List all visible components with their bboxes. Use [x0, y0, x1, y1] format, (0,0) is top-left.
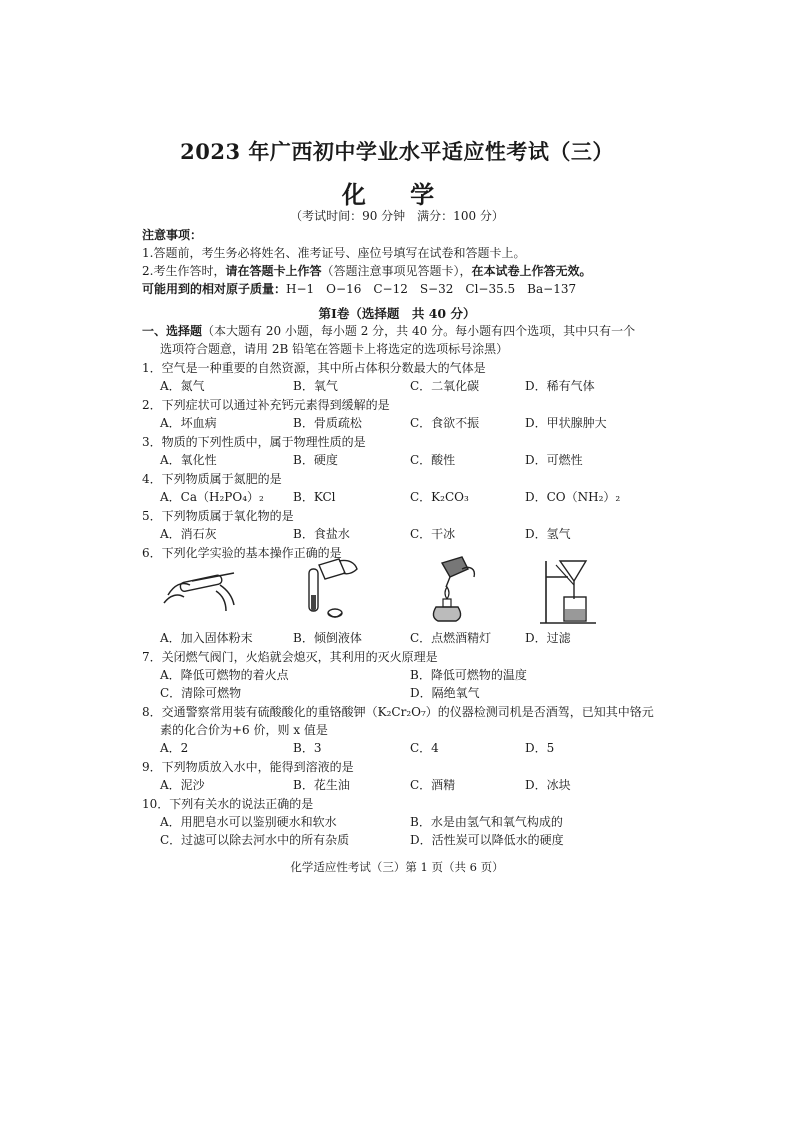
question-1-options — [160, 377, 620, 393]
option-c: C．4 — [410, 741, 439, 755]
question-5-options — [160, 525, 620, 541]
question-9-stem: 9．下列物质放入水中，能得到溶液的是 — [142, 760, 354, 774]
option-a: A．用肥皂水可以鉴别硬水和软水 — [160, 815, 337, 829]
question-10-options-row-1 — [160, 813, 620, 829]
option-a: A．坏血病 — [160, 416, 217, 430]
question-8-stem: 8．交通警察常用装有硫酸酸化的重铬酸钾（K₂Cr₂O₇）的仪器检测司机是否酒驾，已知其中铬元 — [142, 705, 654, 719]
option-b: B．水是由氢气和氧气构成的 — [410, 815, 563, 829]
note-2-part-c: （答题注意事项见答题卡）， — [321, 264, 472, 278]
question-6-stem: 6．下列化学实验的基本操作正确的是 — [142, 546, 342, 560]
option-c: C．酒精 — [410, 778, 456, 792]
option-d: D．CO（NH₂）₂ — [525, 490, 621, 504]
question-9-options — [160, 776, 620, 792]
question-3-stem: 3．物质的下列性质中，属于物理性质的是 — [142, 435, 366, 449]
section-1-intro-cont: 选项符合题意，请用 2B 铅笔在答题卡上将选定的选项标号涂黑） — [160, 342, 509, 356]
option-c: C．食欲不振 — [410, 416, 480, 430]
option-c: C．酸性 — [410, 453, 456, 467]
option-c: C．点燃酒精灯 — [410, 631, 492, 645]
question-5-stem: 5．下列物质属于氧化物的是 — [142, 509, 294, 523]
option-a: A．2 — [160, 741, 189, 755]
section-1-intro-text: （本大题有 20 小题，每小题 2 分，共 40 分。每小题有四个选项，其中只有一个 — [202, 324, 636, 338]
question-8-stem-cont: 素的化合价为+6 价，则 x 值是 — [160, 723, 328, 737]
exam-subject: 化 学 — [341, 180, 453, 209]
option-d: D．过滤 — [525, 631, 571, 645]
atomic-masses-label: 可能用到的相对原子质量： — [142, 282, 287, 296]
option-c: C．过滤可以除去河水中的所有杂质 — [160, 833, 350, 847]
question-4-stem: 4．下列物质属于氮肥的是 — [142, 472, 282, 486]
option-a: A．消石灰 — [160, 527, 217, 541]
option-d: D．稀有气体 — [525, 379, 595, 393]
option-b: B．骨质疏松 — [293, 416, 362, 430]
note-2-part-d: 在本试卷上作答无效。 — [471, 264, 592, 278]
question-6-figures — [160, 555, 580, 625]
option-d: D．氢气 — [525, 527, 571, 541]
pouring-liquid-figure — [295, 555, 375, 625]
option-d: D．隔绝氧气 — [410, 686, 480, 700]
option-b: B．3 — [293, 741, 322, 755]
question-4-options — [160, 488, 620, 504]
question-10-stem: 10．下列有关水的说法正确的是 — [142, 797, 314, 811]
option-b: B．氧气 — [293, 379, 338, 393]
note-1: 1.答题前，考生务必将姓名、准考证号、座位号填写在试卷和答题卡上。 — [142, 246, 526, 260]
question-6-options — [160, 629, 620, 645]
section-1-intro-label: 一、选择题 — [142, 324, 203, 338]
option-b: B．硬度 — [293, 453, 338, 467]
atomic-masses — [142, 280, 576, 297]
option-d: D．甲状腺肿大 — [525, 416, 607, 430]
filtration-figure — [538, 555, 598, 627]
section-1-intro — [142, 322, 635, 339]
note-2 — [142, 262, 592, 279]
exam-info: （考试时间：90 分钟 满分：100 分） — [290, 209, 504, 223]
option-b: B．KCl — [293, 490, 336, 504]
question-3-options — [160, 451, 620, 467]
question-1-stem: 1．空气是一种重要的自然资源，其中所占体积分数最大的气体是 — [142, 361, 486, 375]
lighting-lamp-figure — [422, 555, 482, 625]
question-2-stem: 2．下列症状可以通过补充钙元素得到缓解的是 — [142, 398, 390, 412]
option-b: B．食盐水 — [293, 527, 350, 541]
option-d: D．活性炭可以降低水的硬度 — [410, 833, 564, 847]
section-1-heading: 第Ⅰ卷（选择题 共 40 分） — [318, 306, 476, 321]
option-c: C．二氧化碳 — [410, 379, 480, 393]
option-d: D．冰块 — [525, 778, 571, 792]
option-b: B．花生油 — [293, 778, 350, 792]
option-c: C．干冰 — [410, 527, 456, 541]
note-2-part-a: 2.考生作答时， — [142, 264, 226, 278]
option-c: C．清除可燃物 — [160, 686, 242, 700]
option-a: A．Ca（H₂PO₄）₂ — [160, 490, 264, 504]
question-10-options-row-2 — [160, 831, 620, 847]
option-c: C．K₂CO₃ — [410, 490, 469, 504]
option-a: A．氧化性 — [160, 453, 217, 467]
question-2-options — [160, 414, 620, 430]
option-a: A．降低可燃物的着火点 — [160, 668, 289, 682]
question-7-stem: 7．关闭燃气阀门，火焰就会熄灭，其利用的灭火原理是 — [142, 650, 438, 664]
note-2-part-b: 请在答题卡上作答 — [225, 264, 322, 278]
option-a: A．氮气 — [160, 379, 205, 393]
adding-powder-figure — [160, 555, 240, 617]
option-b: B．降低可燃物的温度 — [410, 668, 527, 682]
atomic-masses-values: H−1 O−16 C−12 S−32 Cl−35.5 Ba−137 — [286, 282, 577, 296]
page-footer: 化学适应性考试（三）第 1 页（共 6 页） — [290, 860, 504, 874]
question-7-options-row-2 — [160, 684, 620, 700]
option-d: D．5 — [525, 741, 555, 755]
option-a: A．泥沙 — [160, 778, 205, 792]
exam-title: 2023 年广西初中学业水平适应性考试（三） — [180, 139, 614, 164]
notes-heading: 注意事项： — [142, 228, 203, 242]
option-b: B．倾倒液体 — [293, 631, 362, 645]
option-a: A．加入固体粉末 — [160, 631, 253, 645]
option-d: D．可燃性 — [525, 453, 583, 467]
question-8-options — [160, 739, 620, 755]
question-7-options-row-1 — [160, 666, 620, 682]
